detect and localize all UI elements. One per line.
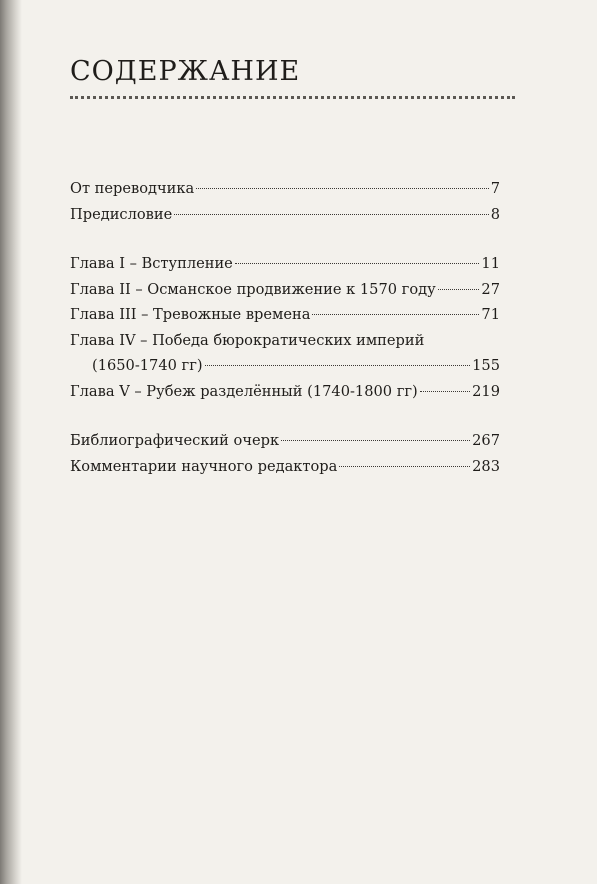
toc-entry-label: От переводчика <box>70 180 195 197</box>
toc-entry[interactable] <box>70 176 500 202</box>
toc-entry-label: Глава II – Османское продвижение к 1570 году <box>70 280 436 298</box>
dot-leader <box>438 289 480 290</box>
dot-leader <box>339 466 470 467</box>
toc-entry[interactable] <box>70 202 500 228</box>
toc-entry-multiline[interactable] <box>70 328 500 379</box>
toc-entry[interactable] <box>70 277 500 303</box>
dot-leader <box>205 365 471 366</box>
table-of-contents <box>70 176 500 503</box>
toc-group-front-matter <box>70 176 500 227</box>
toc-entry-label: Предисловие <box>70 205 173 223</box>
dot-leader <box>235 263 480 264</box>
toc-entry-label-wrap <box>70 328 500 379</box>
toc-entry-page: 283 <box>472 457 500 475</box>
toc-entry[interactable] <box>70 302 500 328</box>
toc-entry-continuation <box>70 353 500 379</box>
toc-group-back-matter <box>70 428 500 479</box>
dot-leader <box>196 188 488 189</box>
toc-group-chapters <box>70 251 500 404</box>
toc-entry-page: 11 <box>481 255 500 272</box>
dot-leader <box>174 214 488 215</box>
toc-entry-label: Глава I – Вступление <box>70 255 233 272</box>
dot-leader <box>281 440 470 441</box>
toc-entry-page: 8 <box>490 205 500 223</box>
toc-entry-page: 71 <box>481 306 500 323</box>
toc-entry-page: 219 <box>472 382 500 400</box>
toc-entry[interactable] <box>70 428 500 454</box>
toc-entry[interactable] <box>70 251 500 277</box>
toc-entry-page: 7 <box>490 180 500 197</box>
toc-entry-page: 27 <box>481 280 500 298</box>
toc-entry[interactable] <box>70 379 500 405</box>
toc-entry-label-cont: (1650-1740 гг) <box>92 357 203 374</box>
toc-entry-label: Комментарии научного редактора <box>70 457 338 475</box>
page-title: СОДЕРЖАНИЕ <box>70 56 301 87</box>
toc-entry[interactable] <box>70 454 500 480</box>
toc-entry-page: 267 <box>472 432 500 449</box>
book-spine-shadow <box>0 0 22 884</box>
dot-leader <box>312 314 479 315</box>
toc-entry-label: Глава V – Рубеж разделённый (1740-1800 гг) <box>70 382 418 400</box>
dot-leader <box>420 391 470 392</box>
toc-entry-page: 155 <box>472 357 500 374</box>
toc-entry-label: Глава IV – Победа бюрократических империй <box>70 331 425 349</box>
toc-entry-label: Глава III – Тревожные времена <box>70 306 311 323</box>
toc-entry-label: Библиографический очерк <box>70 432 280 449</box>
title-dotted-rule <box>70 96 515 99</box>
